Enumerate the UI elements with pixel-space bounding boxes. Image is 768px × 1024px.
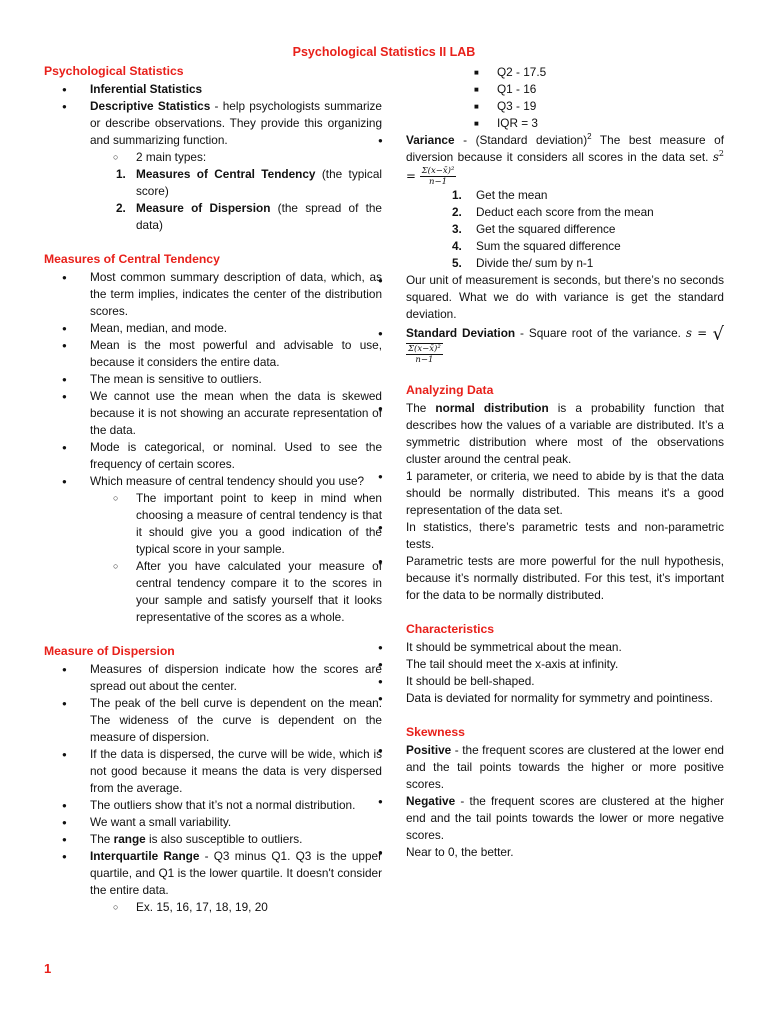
bullet-list <box>44 661 382 899</box>
list-item <box>112 166 382 200</box>
numbered-list <box>44 166 382 234</box>
term: Measures of Central Tendency <box>136 167 316 181</box>
list-item: ● The peak of the bell curve is dependent on the mean. The wideness of the curve is dependent on the measure of dispersion. <box>44 695 382 746</box>
bullet-list <box>360 639 724 707</box>
list-item: ● Mean, median, and mode. <box>44 320 382 337</box>
list-item <box>44 831 382 848</box>
list-item: ● Mode is categorical, or nominal. Used to see the frequency of certain scores. <box>44 439 382 473</box>
list-item <box>452 238 724 255</box>
formula-denominator: n−1 <box>429 177 448 187</box>
list-item <box>360 742 724 793</box>
list-item <box>360 132 724 187</box>
list-item: ● Our unit of measurement is seconds, but there’s no seconds squared. What we do with variance is get the standard deviation. <box>360 272 724 323</box>
list-item: ■ Q3 - 19 <box>452 98 724 115</box>
term: Measure of Dispersion <box>136 201 271 215</box>
sub-list <box>44 490 382 626</box>
text: The best measure of diversion because it considers all scores in the data set. <box>406 133 724 164</box>
term: Standard Deviation <box>406 326 516 340</box>
list-item: ● Measures of dispersion indicate how the scores are spread out about the center. <box>44 661 382 695</box>
item-number: 2. <box>452 205 462 219</box>
bullet-list <box>360 272 724 365</box>
list-item: ● The outliers show that it’s not a normal distribution. <box>44 797 382 814</box>
list-item <box>452 204 724 221</box>
term: Variance <box>406 133 455 147</box>
list-item: ○ After you have calculated your measure of central tendency compare it to the scores in your sample and satisfy yourself that it looks representative of the scores as a whole. <box>90 558 382 626</box>
list-item <box>452 187 724 204</box>
list-item: ● We cannot use the mean when the data is skewed because it is not showing an accurate representation of the data. <box>44 388 382 439</box>
list-item <box>44 98 382 149</box>
formula-equals: = <box>406 168 420 183</box>
text: The <box>406 400 436 415</box>
step-text: Deduct each score from the mean <box>476 205 654 219</box>
list-item <box>44 848 382 899</box>
list-item <box>44 81 382 98</box>
item-number: 2. <box>116 201 126 215</box>
list-item: ● Parametric tests are more powerful for the null hypothesis, because it’s normally distributed. For this test, it’s important for the data to be normally distributed. <box>360 553 724 604</box>
definition: (the spread of the data) <box>136 201 382 232</box>
section-heading-skewness: Skewness <box>406 724 465 739</box>
list-item: ● Near to 0, the better. <box>360 844 724 861</box>
list-item: ● The tail should meet the x-axis at infinity. <box>360 656 724 673</box>
list-item: ■ Q1 - 16 <box>452 81 724 98</box>
formula-denominator: n−1 <box>415 354 434 365</box>
list-item: ● It should be symmetrical about the mean. <box>360 639 724 656</box>
definition: (the typical score) <box>136 167 382 198</box>
section-heading-analyzing-data: Analyzing Data <box>406 382 494 397</box>
item-number: 1. <box>452 188 462 202</box>
superscript: 2 <box>587 132 592 142</box>
formula-numerator: Σ(x−x̄)² <box>421 166 455 176</box>
step-text: Divide the/ sum by n-1 <box>476 256 594 270</box>
section-heading-psychological-statistics: Psychological Statistics <box>44 64 184 78</box>
numbered-list <box>406 187 724 272</box>
list-item <box>360 793 724 844</box>
list-item: ● 1 parameter, or criteria, we need to abide by is that the data should be normally distributed. This means it's a good representation of the data set. <box>360 468 724 519</box>
list-item <box>452 255 724 272</box>
page-number: 1 <box>44 961 52 976</box>
list-item: ● The mean is sensitive to outliers. <box>44 371 382 388</box>
definition: - Q3 minus Q1. Q3 is the upper quartile, and Q1 is the lower quartile. It doesn't consider the entire data. <box>90 849 382 897</box>
sqrt-icon: √ <box>712 323 724 345</box>
bullet-list <box>360 742 724 861</box>
definition: - the frequent scores are clustered at the lower end and the tail points towards the higher or more positive scores. <box>406 742 724 791</box>
term: Descriptive Statistics <box>90 99 211 113</box>
quartile-list <box>406 64 724 132</box>
step-text: Get the mean <box>476 188 548 202</box>
text: is also susceptible to outliers. <box>145 832 303 846</box>
formula-symbol: s <box>712 150 719 164</box>
list-item: ○ Ex. 15, 16, 17, 18, 19, 20 <box>90 899 382 916</box>
formula-exponent: 2 <box>718 149 724 159</box>
list-item <box>112 200 382 234</box>
term: range <box>113 832 146 846</box>
list-item: ○ The important point to keep in mind when choosing a measure of central tendency is that it should give you a good indication of the typical score in your sample. <box>90 490 382 558</box>
text: - Square root of the variance. <box>515 326 686 340</box>
list-item: ● If the data is dispersed, the curve will be wide, which is not good because it means the data is very dispersed from the average. <box>44 746 382 797</box>
list-item: ● Which measure of central tendency should you use? <box>44 473 382 490</box>
left-column <box>44 63 382 916</box>
list-item: ● Most common summary description of data, which, as the term implies, indicates the center of the distribution scores. <box>44 269 382 320</box>
text: is a probability function that describes how the values of a variable are distributed. It’s a symmetric distribution where most of the observations cluster around the central peak. <box>406 400 725 466</box>
item-number: 1. <box>116 167 126 181</box>
term: Inferential Statistics <box>90 82 203 96</box>
list-item <box>360 400 724 468</box>
formula-numerator: Σ(x−x̄)² <box>408 343 441 354</box>
document-title: Psychological Statistics II LAB <box>292 45 476 59</box>
right-column <box>406 64 724 861</box>
step-text: Get the squared difference <box>476 222 616 236</box>
formula-equals: = <box>691 326 713 340</box>
bullet-list <box>44 269 382 490</box>
bullet-list <box>44 81 382 149</box>
list-item: ● Mean is the most powerful and advisable to use, because it considers the entire data. <box>44 337 382 371</box>
bullet-list <box>360 132 724 187</box>
list-item: ○ 2 main types: <box>90 149 382 166</box>
item-number: 3. <box>452 222 462 236</box>
list-item: ■ Q2 - 17.5 <box>452 64 724 81</box>
section-heading-measure-of-dispersion: Measure of Dispersion <box>44 644 175 658</box>
section-heading-characteristics: Characteristics <box>406 621 495 636</box>
section-heading-central-tendency: Measures of Central Tendency <box>44 252 220 266</box>
list-item <box>360 325 724 365</box>
term: normal distribution <box>435 400 549 415</box>
list-item: ● In statistics, there’s parametric tests and non-parametric tests. <box>360 519 724 553</box>
formula-fraction <box>420 166 457 187</box>
sub-list <box>44 899 382 916</box>
step-text: Sum the squared difference <box>476 239 621 253</box>
list-item: ■ IQR = 3 <box>452 115 724 132</box>
text: The <box>90 832 114 846</box>
bullet-list <box>360 400 724 604</box>
list-item: ● We want a small variability. <box>44 814 382 831</box>
list-item: ● Data is deviated for normality for symmetry and pointiness. <box>360 690 724 707</box>
item-number: 5. <box>452 256 462 270</box>
term: Interquartile Range <box>90 849 200 863</box>
sub-list <box>44 149 382 166</box>
text: - (Standard deviation) <box>454 133 588 147</box>
item-number: 4. <box>452 239 462 253</box>
formula-fraction <box>406 343 443 365</box>
definition: - the frequent scores are clustered at the higher end and the tail points towards the lower or more negative scores. <box>406 793 724 842</box>
list-item <box>452 221 724 238</box>
list-item: ● It should be bell-shaped. <box>360 673 724 690</box>
term: Negative <box>406 793 456 808</box>
definition: - help psychologists summarize or describe observations. They provide this organizing and summarizing function. <box>90 99 382 147</box>
formula-symbol: s <box>685 326 692 340</box>
term: Positive <box>406 742 452 757</box>
